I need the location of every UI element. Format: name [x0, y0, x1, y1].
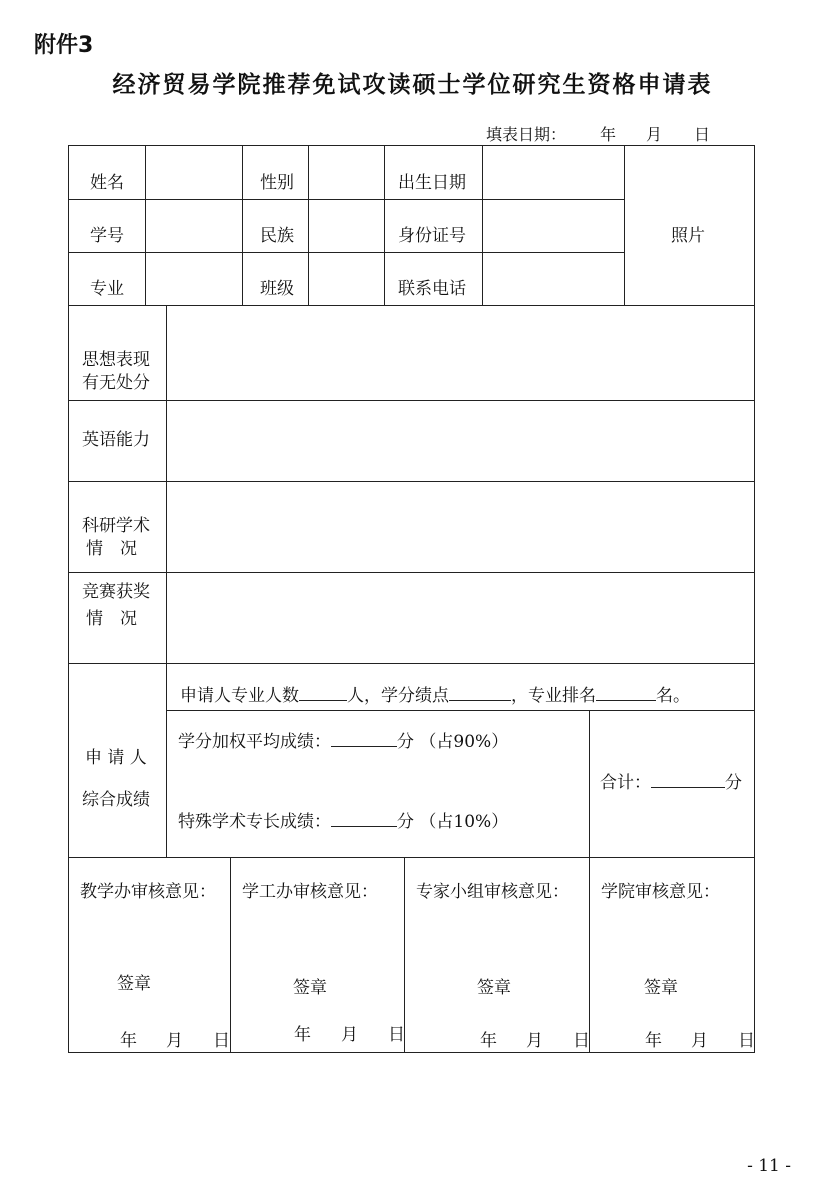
special-score-blank	[331, 810, 397, 827]
date-experts-year: 年	[480, 1031, 497, 1051]
major-count-blank	[299, 684, 347, 701]
special-score-line	[178, 810, 508, 834]
score-label-line1: 申 请 人	[85, 748, 147, 768]
date-student-affairs-year: 年	[294, 1025, 311, 1045]
birth-label: 出生日期	[398, 173, 466, 193]
ideology-label-line2: 有无处分	[82, 373, 150, 393]
weighted-score-blank	[331, 730, 397, 747]
total-score-blank	[651, 771, 725, 788]
competition-label-line2: 情 况	[86, 609, 137, 629]
fill-date-label: 填表日期：	[486, 125, 567, 144]
research-label-line2: 情 况	[86, 539, 137, 559]
attachment-label: 附件3	[34, 33, 94, 58]
score-label-line2: 综合成绩	[82, 790, 150, 810]
date-teaching-year: 年	[120, 1031, 137, 1051]
seal-experts: 签章	[477, 978, 511, 998]
weighted-score-line	[178, 730, 508, 754]
ranking-blank	[596, 684, 656, 701]
photo-box-label: 照片	[671, 226, 705, 246]
major-label: 专业	[90, 279, 124, 299]
seal-teaching: 签章	[117, 974, 151, 994]
name-label: 姓名	[90, 173, 124, 193]
fill-date	[486, 122, 710, 145]
date-student-affairs-month: 月	[341, 1025, 358, 1045]
date-student-affairs-day: 日	[388, 1025, 405, 1045]
teaching-office-review-label: 教学办审核意见：	[80, 882, 216, 902]
date-college-year: 年	[645, 1031, 662, 1051]
fill-date-day: 日	[694, 125, 711, 144]
date-experts-day: 日	[573, 1031, 590, 1051]
gpa-text: 人，学分绩点	[347, 686, 449, 706]
expert-panel-review-label: 专家小组审核意见：	[416, 882, 569, 902]
english-label: 英语能力	[82, 430, 150, 450]
special-score-label: 特殊学术专长成绩：	[178, 812, 331, 832]
date-college-month: 月	[691, 1031, 708, 1051]
phone-label: 联系电话	[398, 279, 466, 299]
student-id-label: 学号	[90, 226, 124, 246]
total-score-suffix: 分	[725, 773, 742, 793]
special-score-suffix: 分 （占10%）	[397, 812, 509, 832]
date-teaching-month: 月	[166, 1031, 183, 1051]
fill-date-month: 月	[646, 125, 663, 144]
competition-label-line1: 竞赛获奖	[82, 582, 150, 602]
fill-date-year: 年	[600, 125, 617, 144]
weighted-score-suffix: 分 （占90%）	[397, 732, 509, 752]
gpa-blank	[449, 684, 511, 701]
ethnicity-label: 民族	[260, 226, 294, 246]
rank-line	[180, 684, 690, 708]
seal-student-affairs: 签章	[293, 978, 327, 998]
date-experts-month: 月	[526, 1031, 543, 1051]
date-college-day: 日	[738, 1031, 755, 1051]
page-title: 经济贸易学院推荐免试攻读硕士学位研究生资格申请表	[112, 72, 713, 98]
date-teaching-day: 日	[213, 1031, 230, 1051]
college-review-label: 学院审核意见：	[601, 882, 720, 902]
ideology-label-line1: 思想表现	[82, 350, 150, 370]
student-affairs-review-label: 学工办审核意见：	[242, 882, 378, 902]
total-score-line	[600, 771, 742, 795]
weighted-score-label: 学分加权平均成绩：	[178, 732, 331, 752]
ranking-text: ，专业排名	[511, 686, 596, 706]
major-count-text: 申请人专业人数	[180, 686, 299, 706]
class-label: 班级	[260, 279, 294, 299]
gender-label: 性别	[260, 173, 294, 193]
total-score-label: 合计：	[600, 773, 651, 793]
seal-college: 签章	[644, 978, 678, 998]
research-label-line1: 科研学术	[82, 516, 150, 536]
rank-suffix: 名。	[656, 686, 690, 706]
id-number-label: 身份证号	[398, 226, 466, 246]
page-number: - 11 -	[747, 1156, 791, 1176]
